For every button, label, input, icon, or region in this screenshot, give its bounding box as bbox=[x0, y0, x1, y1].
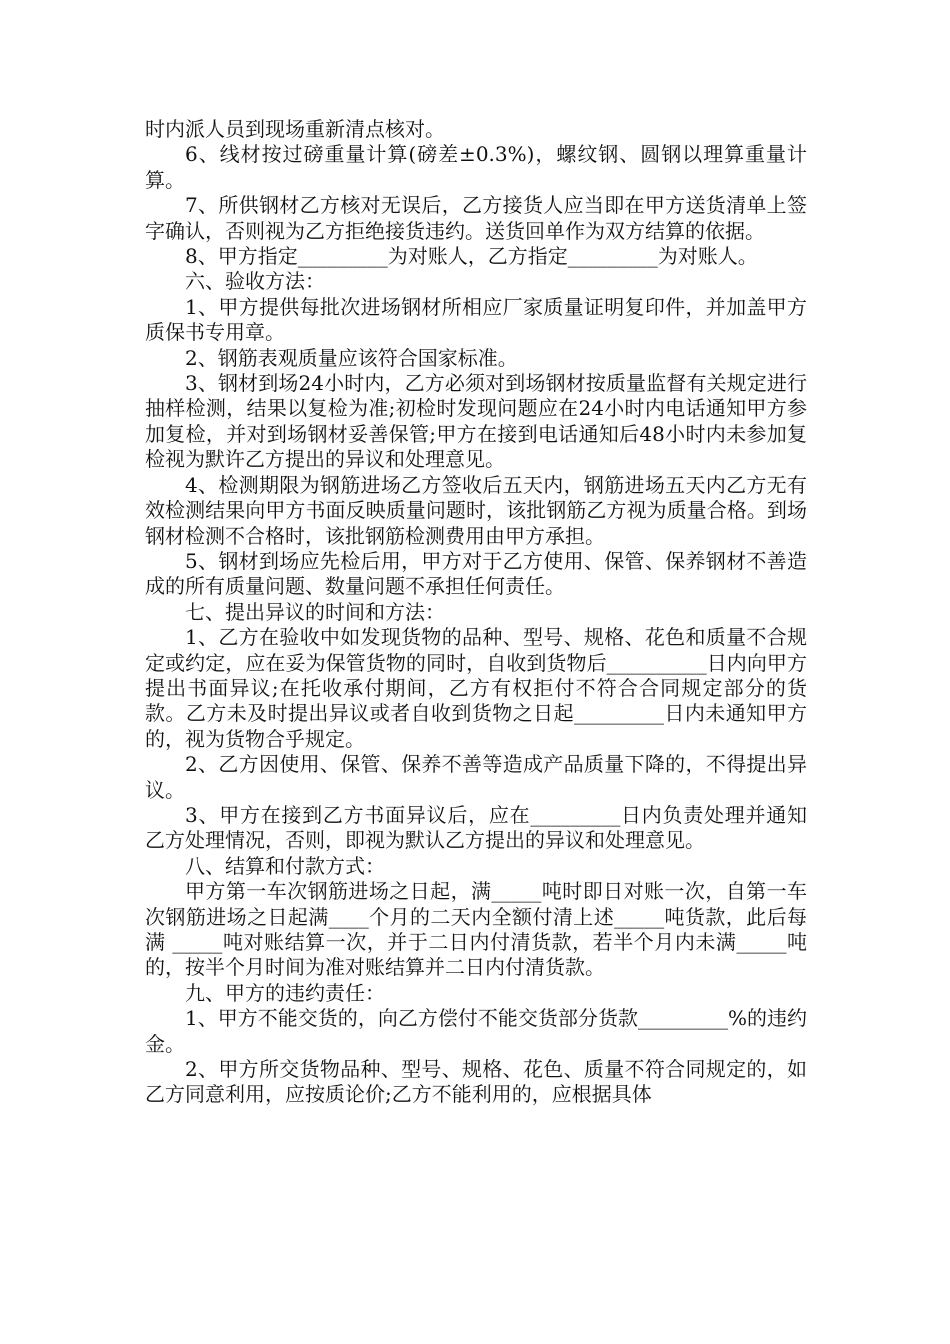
paragraph: 2、乙方因使用、保管、保养不善等造成产品质量下降的，不得提出异议。 bbox=[145, 752, 807, 802]
paragraph: 7、所供钢材乙方核对无误后，乙方接货人应当即在甲方送货清单上签字确认，否则视为乙方拒绝接货违约。送货回单作为双方结算的依据。 bbox=[145, 193, 807, 243]
paragraph: 1、乙方在验收中如发现货物的品种、型号、规格、花色和质量不合规定或约定，应在妥为保管货物的同时，自收到货物后__________日内向甲方提出书面异议;在托收承付期间，乙方有权拒付不符合合同规定部分的货款。乙方未及时提出异议或者自收到货物之日起_________日内未通知甲方的，视为货物合乎规定。 bbox=[145, 625, 807, 751]
paragraph: 1、甲方不能交货的，向乙方偿付不能交货部分货款_________%的违约金。 bbox=[145, 1006, 807, 1056]
paragraph: 2、甲方所交货物品种、型号、规格、花色、质量不符合同规定的，如乙方同意利用，应按质论价;乙方不能利用的，应根据具体 bbox=[145, 1057, 807, 1107]
paragraph: 2、钢筋表观质量应该符合国家标准。 bbox=[185, 345, 518, 370]
document-page bbox=[145, 117, 807, 1108]
section-heading: 九、甲方的违约责任： bbox=[185, 980, 385, 1005]
paragraph: 时内派人员到现场重新清点核对。 bbox=[145, 117, 445, 141]
paragraph: 1、甲方提供每批次进场钢材所相应厂家质量证明复印件，并加盖甲方质保书专用章。 bbox=[145, 294, 807, 345]
paragraph: 4、检测期限为钢筋进场乙方签收后五天内，钢筋进场五天内乙方无有效检测结果向甲方书面反映质量问题时，该批钢筋乙方视为质量合格。到场钢材检测不合格时，该批钢筋检测费用由甲方承担。 bbox=[145, 472, 807, 548]
paragraph: 5、钢材到场应先检后用，甲方对于乙方使用、保管、保养钢材不善造成的所有质量问题、数量问题不承担任何责任。 bbox=[145, 548, 807, 599]
paragraph: 8、甲方指定_________为对账人，乙方指定_________为对账人。 bbox=[185, 244, 758, 269]
section-heading: 六、验收方法： bbox=[185, 269, 325, 294]
paragraph: 3、甲方在接到乙方书面异议后，应在_________日内负责处理并通知乙方处理情况，否则，即视为默认乙方提出的异议和处理意见。 bbox=[145, 802, 807, 853]
section-heading: 七、提出异议的时间和方法： bbox=[185, 599, 445, 624]
section-heading: 八、结算和付款方式： bbox=[185, 853, 385, 878]
paragraph: 6、线材按过磅重量计算(磅差±0.3%)，螺纹钢、圆钢以理算重量计算。 bbox=[145, 142, 807, 192]
paragraph: 甲方第一车次钢筋进场之日起，满_____吨时即日对账一次，自第一车次钢筋进场之日起满____个月的二天内全额付清上述_____吨货款，此后每满 _____吨对账结算一次，并于二日内付清货款，若半个月内未满_____吨的，按半个月时间为准对账结算并二日内付清货款。 bbox=[145, 879, 807, 980]
paragraph: 3、钢材到场24小时内，乙方必须对到场钢材按质量监督有关规定进行抽样检测，结果以复检为准;初检时发现问题应在24小时内电话通知甲方参加复检，并对到场钢材妥善保管;甲方在接到电话通知后48小时内未参加复检视为默许乙方提出的异议和处理意见。 bbox=[145, 371, 807, 472]
